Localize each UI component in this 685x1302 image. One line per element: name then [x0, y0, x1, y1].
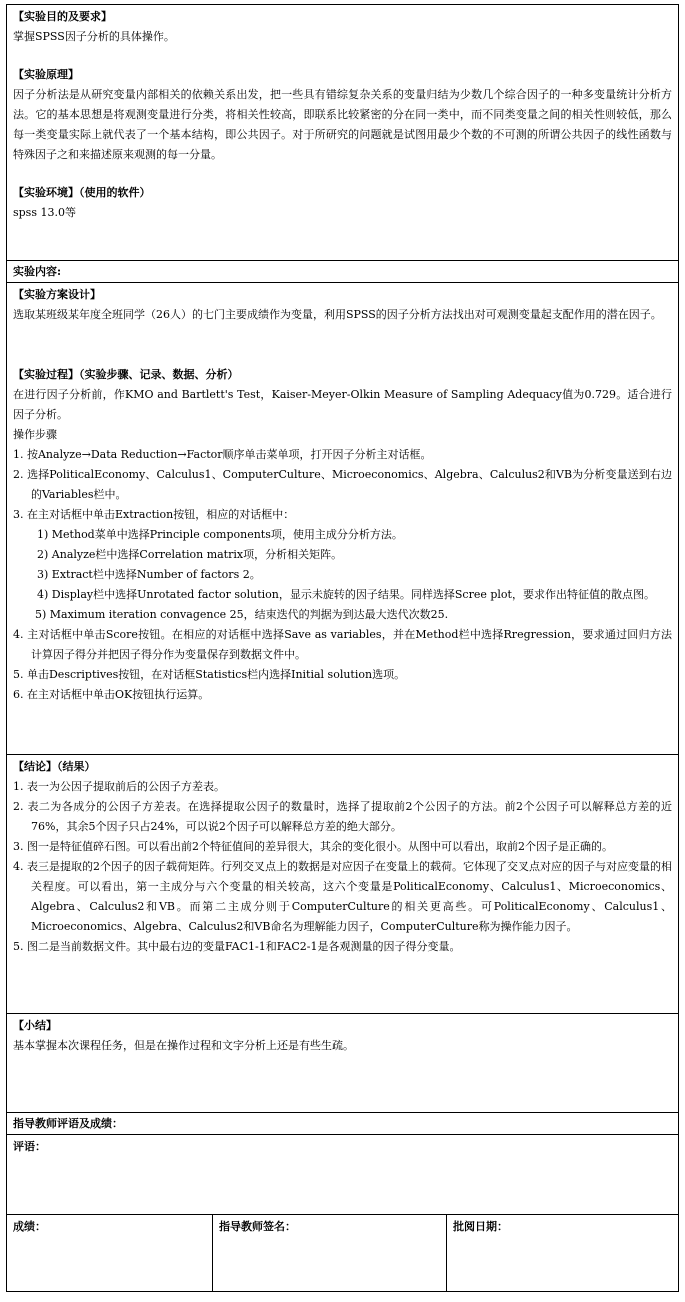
teacher-label-row — [6, 1112, 679, 1134]
signature-row — [6, 1214, 679, 1292]
grade-cell — [7, 1215, 213, 1291]
environment-heading: 【实验环境】（使用的软件） — [13, 186, 151, 199]
environment-text: spss 13.0等 — [13, 206, 76, 219]
process-step-3: 3. 在主对话框中单击Extraction按钮，相应的对话框中： — [13, 508, 295, 521]
steps-label: 操作步骤 — [13, 428, 57, 441]
process-substep-3: 3) Extract栏中选择Number of factors 2。 — [37, 568, 261, 581]
content-label-row — [6, 260, 679, 282]
signature-cell — [213, 1215, 447, 1291]
signature-label: 指导教师签名： — [219, 1220, 296, 1233]
conclusion-heading: 【结论】（结果） — [13, 760, 96, 773]
conclusion-item-1: 1. 表一为公因子提取前后的公因子方差表。 — [13, 780, 225, 793]
summary-text: 基本掌握本次课程任务，但是在操作过程和文字分析上还是有些生疏。 — [13, 1039, 354, 1052]
process-intro: 在进行因子分析前，作KMO and Bartlett's Test，Kaiser-Meyer-Olkin Measure of Sampling Adequacy值为0.729。适合进行因子分析。 — [13, 388, 672, 421]
design-heading: 【实验方案设计】 — [13, 288, 101, 301]
process-step-5: 5. 单击Descriptives按钮，在对话框Statistics栏内选择Initial solution选项。 — [13, 668, 406, 681]
summary-section — [6, 1013, 679, 1112]
process-substep-4: 4) Display栏中选择Unrotated factor solution，显示未旋转的因子结果。同样选择Scree plot，要求作出特征值的散点图。 — [37, 588, 655, 601]
objective-principle-environment-section — [6, 4, 679, 260]
conclusion-item-4: 4. 表三是提取的2个因子的因子载荷矩阵。行列交叉点上的数据是对应因子在变量上的载荷。它体现了交叉点对应的因子与对应变量的相关程度。可以看出，第一主成分与六个变量的相关较高，这六个变量是PoliticalEconomy、Calculus1、Microeconomics、Algebra、Calculus2和VB。而第二主成分则于ComputerCulture的相关更高些。可PoliticalEconomy、Calculus1、Microeconomics、Algebra、Calculus2和VB命名为理解能力因子，ComputerCulture称为操作能力因子。 — [13, 860, 672, 933]
date-cell — [447, 1215, 678, 1291]
principle-text: 因子分析法是从研究变量内部相关的依赖关系出发，把一些具有错综复杂关系的变量归结为少数几个综合因子的一种多变量统计分析方法。它的基本思想是将观测变量进行分类，将相关性较高，即联系比较紧密的分在同一类中，而不同类变量之间的相关性则较低，那么每一类变量实际上就代表了一个基本结构，即公共因子。对于所研究的问题就是试图用最少个数的不可测的所谓公共因子的线性函数与特殊因子之和来描述原来观测的每一分量。 — [13, 88, 672, 161]
process-step-6: 6. 在主对话框中单击OK按钮执行运算。 — [13, 688, 210, 701]
process-substep-1: 1) Method菜单中选择Principle components项，使用主成分分析方法。 — [37, 528, 403, 541]
summary-heading: 【小结】 — [13, 1019, 57, 1032]
conclusion-item-5: 5. 图二是当前数据文件。其中最右边的变量FAC1-1和FAC2-1是各观测量的因子得分变量。 — [13, 940, 461, 953]
process-step-1: 1. 按Analyze→Data Reduction→Factor顺序单击菜单项，打开因子分析主对话框。 — [13, 448, 432, 461]
conclusion-item-3: 3. 图一是特征值碎石图。可以看出前2个特征值间的差异很大，其余的变化很小。从图中可以看出，取前2个因子是正确的。 — [13, 840, 613, 853]
objective-text: 掌握SPSS因子分析的具体操作。 — [13, 30, 175, 43]
teacher-comment-box — [6, 1134, 679, 1214]
process-step-4: 4. 主对话框中单击Score按钮。在相应的对话框中选择Save as variables，并在Method栏中选择Rregression，要求通过回归方法计算因子得分并把因子得分作为变量保存到数据文件中。 — [13, 628, 672, 661]
grade-label: 成绩： — [13, 1220, 46, 1233]
process-step-2: 2. 选择PoliticalEconomy、Calculus1、ComputerCulture、Microeconomics、Algebra、Calculus2和VB为分析变量送到右边的Variables栏中。 — [13, 468, 672, 501]
process-substep-5: 5) Maximum iteration convagence 25，结束迭代的判据为到达最大迭代次数25. — [35, 608, 449, 621]
teacher-label: 指导教师评语及成绩： — [13, 1117, 123, 1130]
design-process-section — [6, 282, 679, 754]
conclusion-section — [6, 754, 679, 1013]
content-label: 实验内容: — [13, 265, 62, 278]
comment-label: 评语： — [13, 1140, 46, 1153]
process-substep-2: 2) Analyze栏中选择Correlation matrix项，分析相关矩阵。 — [37, 548, 343, 561]
date-label: 批阅日期： — [453, 1220, 508, 1233]
design-text: 选取某班级某年度全班同学（26人）的七门主要成绩作为变量，利用SPSS的因子分析方法找出对可观测变量起支配作用的潜在因子。 — [13, 308, 662, 321]
lab-report-page — [6, 4, 679, 1292]
principle-heading: 【实验原理】 — [13, 68, 79, 81]
conclusion-item-2: 2. 表二为各成分的公因子方差表。在选择提取公因子的数量时，选择了提取前2个公因子的方法。前2个公因子可以解释总方差的近76%，其余5个因子只占24%，可以说2个因子可以解释总方差的绝大部分。 — [13, 800, 672, 833]
process-heading: 【实验过程】（实验步骤、记录、数据、分析） — [13, 368, 239, 381]
objective-heading: 【实验目的及要求】 — [13, 10, 112, 23]
